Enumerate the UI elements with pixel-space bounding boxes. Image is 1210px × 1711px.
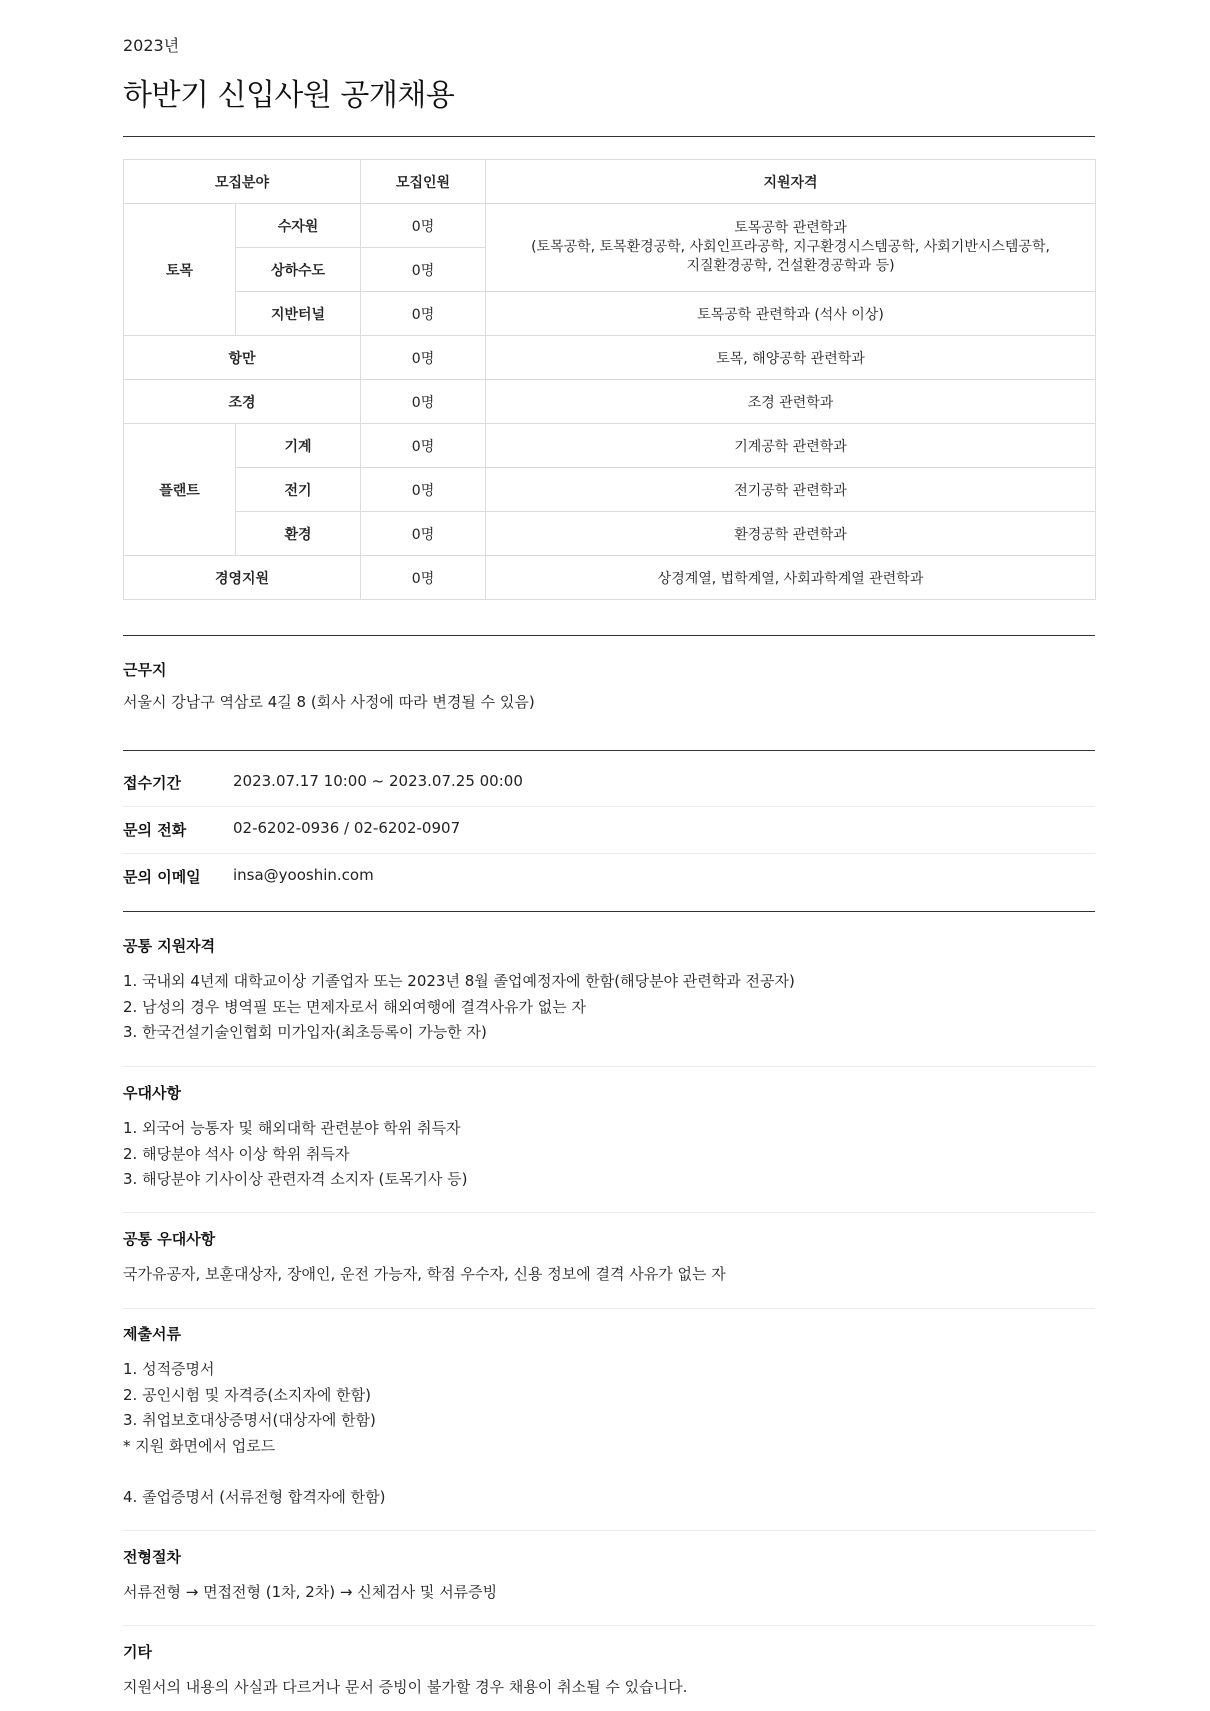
- section-divider: [123, 750, 1095, 751]
- info-row-email: [123, 866, 1095, 913]
- count-cell: 0명: [361, 336, 486, 380]
- table-row: [124, 204, 1096, 248]
- list-item: 지원서의 내용의 사실과 다르거나 문서 증빙이 불가할 경우 채용이 취소될 수 있습니다.: [123, 1678, 688, 1696]
- count-cell: 0명: [361, 248, 486, 292]
- category-civil: 토목: [124, 204, 236, 336]
- email-link[interactable]: insa@yooshin.com: [233, 866, 374, 884]
- qualification-line: (토목공학, 토목환경공학, 사회인프라공학, 지구환경시스템공학, 사회기반시스템공학,: [531, 239, 1050, 255]
- table-row: [124, 336, 1096, 380]
- list-item: 2. 공인시험 및 자격증(소지자에 한함): [123, 1385, 371, 1404]
- qualification-cell: 환경공학 관련학과: [486, 512, 1096, 556]
- info-key: 문의 전화: [123, 821, 187, 839]
- table-row: [124, 512, 1096, 556]
- info-row-period: [123, 772, 1095, 819]
- section-label: 제출서류: [123, 1325, 181, 1343]
- qualification-cell: 토목공학 관련학과 (석사 이상): [486, 292, 1096, 336]
- list-item: 1. 성적증명서: [123, 1360, 215, 1378]
- section-etc: [123, 1641, 1095, 1701]
- recruitment-table: [123, 159, 1096, 600]
- table-row: [124, 424, 1096, 468]
- table-row: [124, 556, 1096, 600]
- list-item: * 지원 화면에서 업로드: [123, 1436, 276, 1455]
- row-divider: [123, 853, 1095, 854]
- section-label: 공통 지원자격: [123, 937, 216, 955]
- section-process: [123, 1546, 1095, 1606]
- list-item: 4. 졸업증명서 (서류전형 합격자에 한함): [123, 1487, 386, 1506]
- qualification-cell: [486, 204, 1096, 292]
- section-documents: [123, 1323, 1095, 1510]
- info-row-phone: [123, 819, 1095, 866]
- info-key: 문의 이메일: [123, 868, 201, 886]
- table-row: [124, 468, 1096, 512]
- section-common-preference: [123, 1228, 1095, 1288]
- qualification-cell: 기계공학 관련학과: [486, 424, 1096, 468]
- qualification-cell: 조경 관련학과: [486, 380, 1096, 424]
- row-divider: [123, 806, 1095, 807]
- workplace-label: 근무지: [123, 661, 167, 679]
- section-divider: [123, 911, 1095, 912]
- table-header-row: [124, 160, 1096, 204]
- category-harbor: 항만: [124, 336, 361, 380]
- list-item: 3. 해당분야 기사이상 관련자격 소지자 (토목기사 등): [123, 1170, 468, 1188]
- subcategory-cell: 상하수도: [236, 248, 361, 292]
- page-title: 하반기 신입사원 공개채용: [123, 78, 455, 113]
- section-label: 우대사항: [123, 1084, 181, 1102]
- count-cell: 0명: [361, 204, 486, 248]
- header-qualification: 지원자격: [486, 160, 1096, 204]
- section-label: 공통 우대사항: [123, 1230, 216, 1248]
- category-management: 경영지원: [124, 556, 361, 600]
- header-field: 모집분야: [124, 160, 361, 204]
- posting-year: 2023년: [123, 36, 180, 55]
- subcategory-cell: 기계: [236, 424, 361, 468]
- table-row: [124, 380, 1096, 424]
- count-cell: 0명: [361, 424, 486, 468]
- info-value: 02-6202-0936 / 02-6202-0907: [233, 819, 461, 837]
- section-preference: [123, 1082, 1095, 1193]
- section-divider: [123, 1625, 1095, 1626]
- section-divider: [123, 635, 1095, 636]
- table-row: [124, 292, 1096, 336]
- subcategory-cell: 수자원: [236, 204, 361, 248]
- workplace-address: 서울시 강남구 역삼로 4길 8 (회사 사정에 따라 변경될 수 있음): [123, 693, 535, 711]
- list-item: 3. 한국건설기술인협회 미가입자(최초등록이 가능한 자): [123, 1023, 487, 1041]
- header-count: 모집인원: [361, 160, 486, 204]
- section-divider: [123, 1066, 1095, 1067]
- list-item: 2. 해당분야 석사 이상 학위 취득자: [123, 1144, 350, 1163]
- info-key: 접수기간: [123, 774, 181, 792]
- subcategory-cell: 전기: [236, 468, 361, 512]
- section-divider: [123, 1212, 1095, 1213]
- info-value: 2023.07.17 10:00 ~ 2023.07.25 00:00: [233, 772, 523, 790]
- qualification-cell: 전기공학 관련학과: [486, 468, 1096, 512]
- qualification-cell: 상경계열, 법학계열, 사회과학계열 관련학과: [486, 556, 1096, 600]
- count-cell: 0명: [361, 292, 486, 336]
- qualification-line: 토목공학 관련학과: [734, 220, 847, 236]
- qualification-line: 지질환경공학, 건설환경공학과 등): [686, 258, 895, 274]
- subcategory-cell: 환경: [236, 512, 361, 556]
- subcategory-cell: 지반터널: [236, 292, 361, 336]
- count-cell: 0명: [361, 512, 486, 556]
- list-item: 1. 외국어 능통자 및 해외대학 관련분야 학위 취득자: [123, 1119, 461, 1137]
- section-divider: [123, 1530, 1095, 1531]
- list-item: 서류전형 → 면접전형 (1차, 2차) → 신체검사 및 서류증빙: [123, 1583, 498, 1601]
- qualification-cell: 토목, 해양공학 관련학과: [486, 336, 1096, 380]
- count-cell: 0명: [361, 556, 486, 600]
- count-cell: 0명: [361, 380, 486, 424]
- category-plant: 플랜트: [124, 424, 236, 556]
- list-spacer: [123, 1459, 1095, 1485]
- section-label: 전형절차: [123, 1548, 181, 1566]
- list-item: 1. 국내외 4년제 대학교이상 기졸업자 또는 2023년 8월 졸업예정자에 한함(해당분야 관련학과 전공자): [123, 972, 795, 990]
- category-landscape: 조경: [124, 380, 361, 424]
- count-cell: 0명: [361, 468, 486, 512]
- title-divider: [123, 136, 1095, 137]
- section-label: 기타: [123, 1643, 152, 1661]
- section-divider: [123, 1308, 1095, 1309]
- list-item: 국가유공자, 보훈대상자, 장애인, 운전 가능자, 학점 우수자, 신용 정보에 결격 사유가 없는 자: [123, 1265, 726, 1283]
- section-common-qualification: [123, 935, 1095, 1046]
- list-item: 3. 취업보호대상증명서(대상자에 한함): [123, 1411, 376, 1429]
- list-item: 2. 남성의 경우 병역필 또는 면제자로서 해외여행에 결격사유가 없는 자: [123, 997, 586, 1016]
